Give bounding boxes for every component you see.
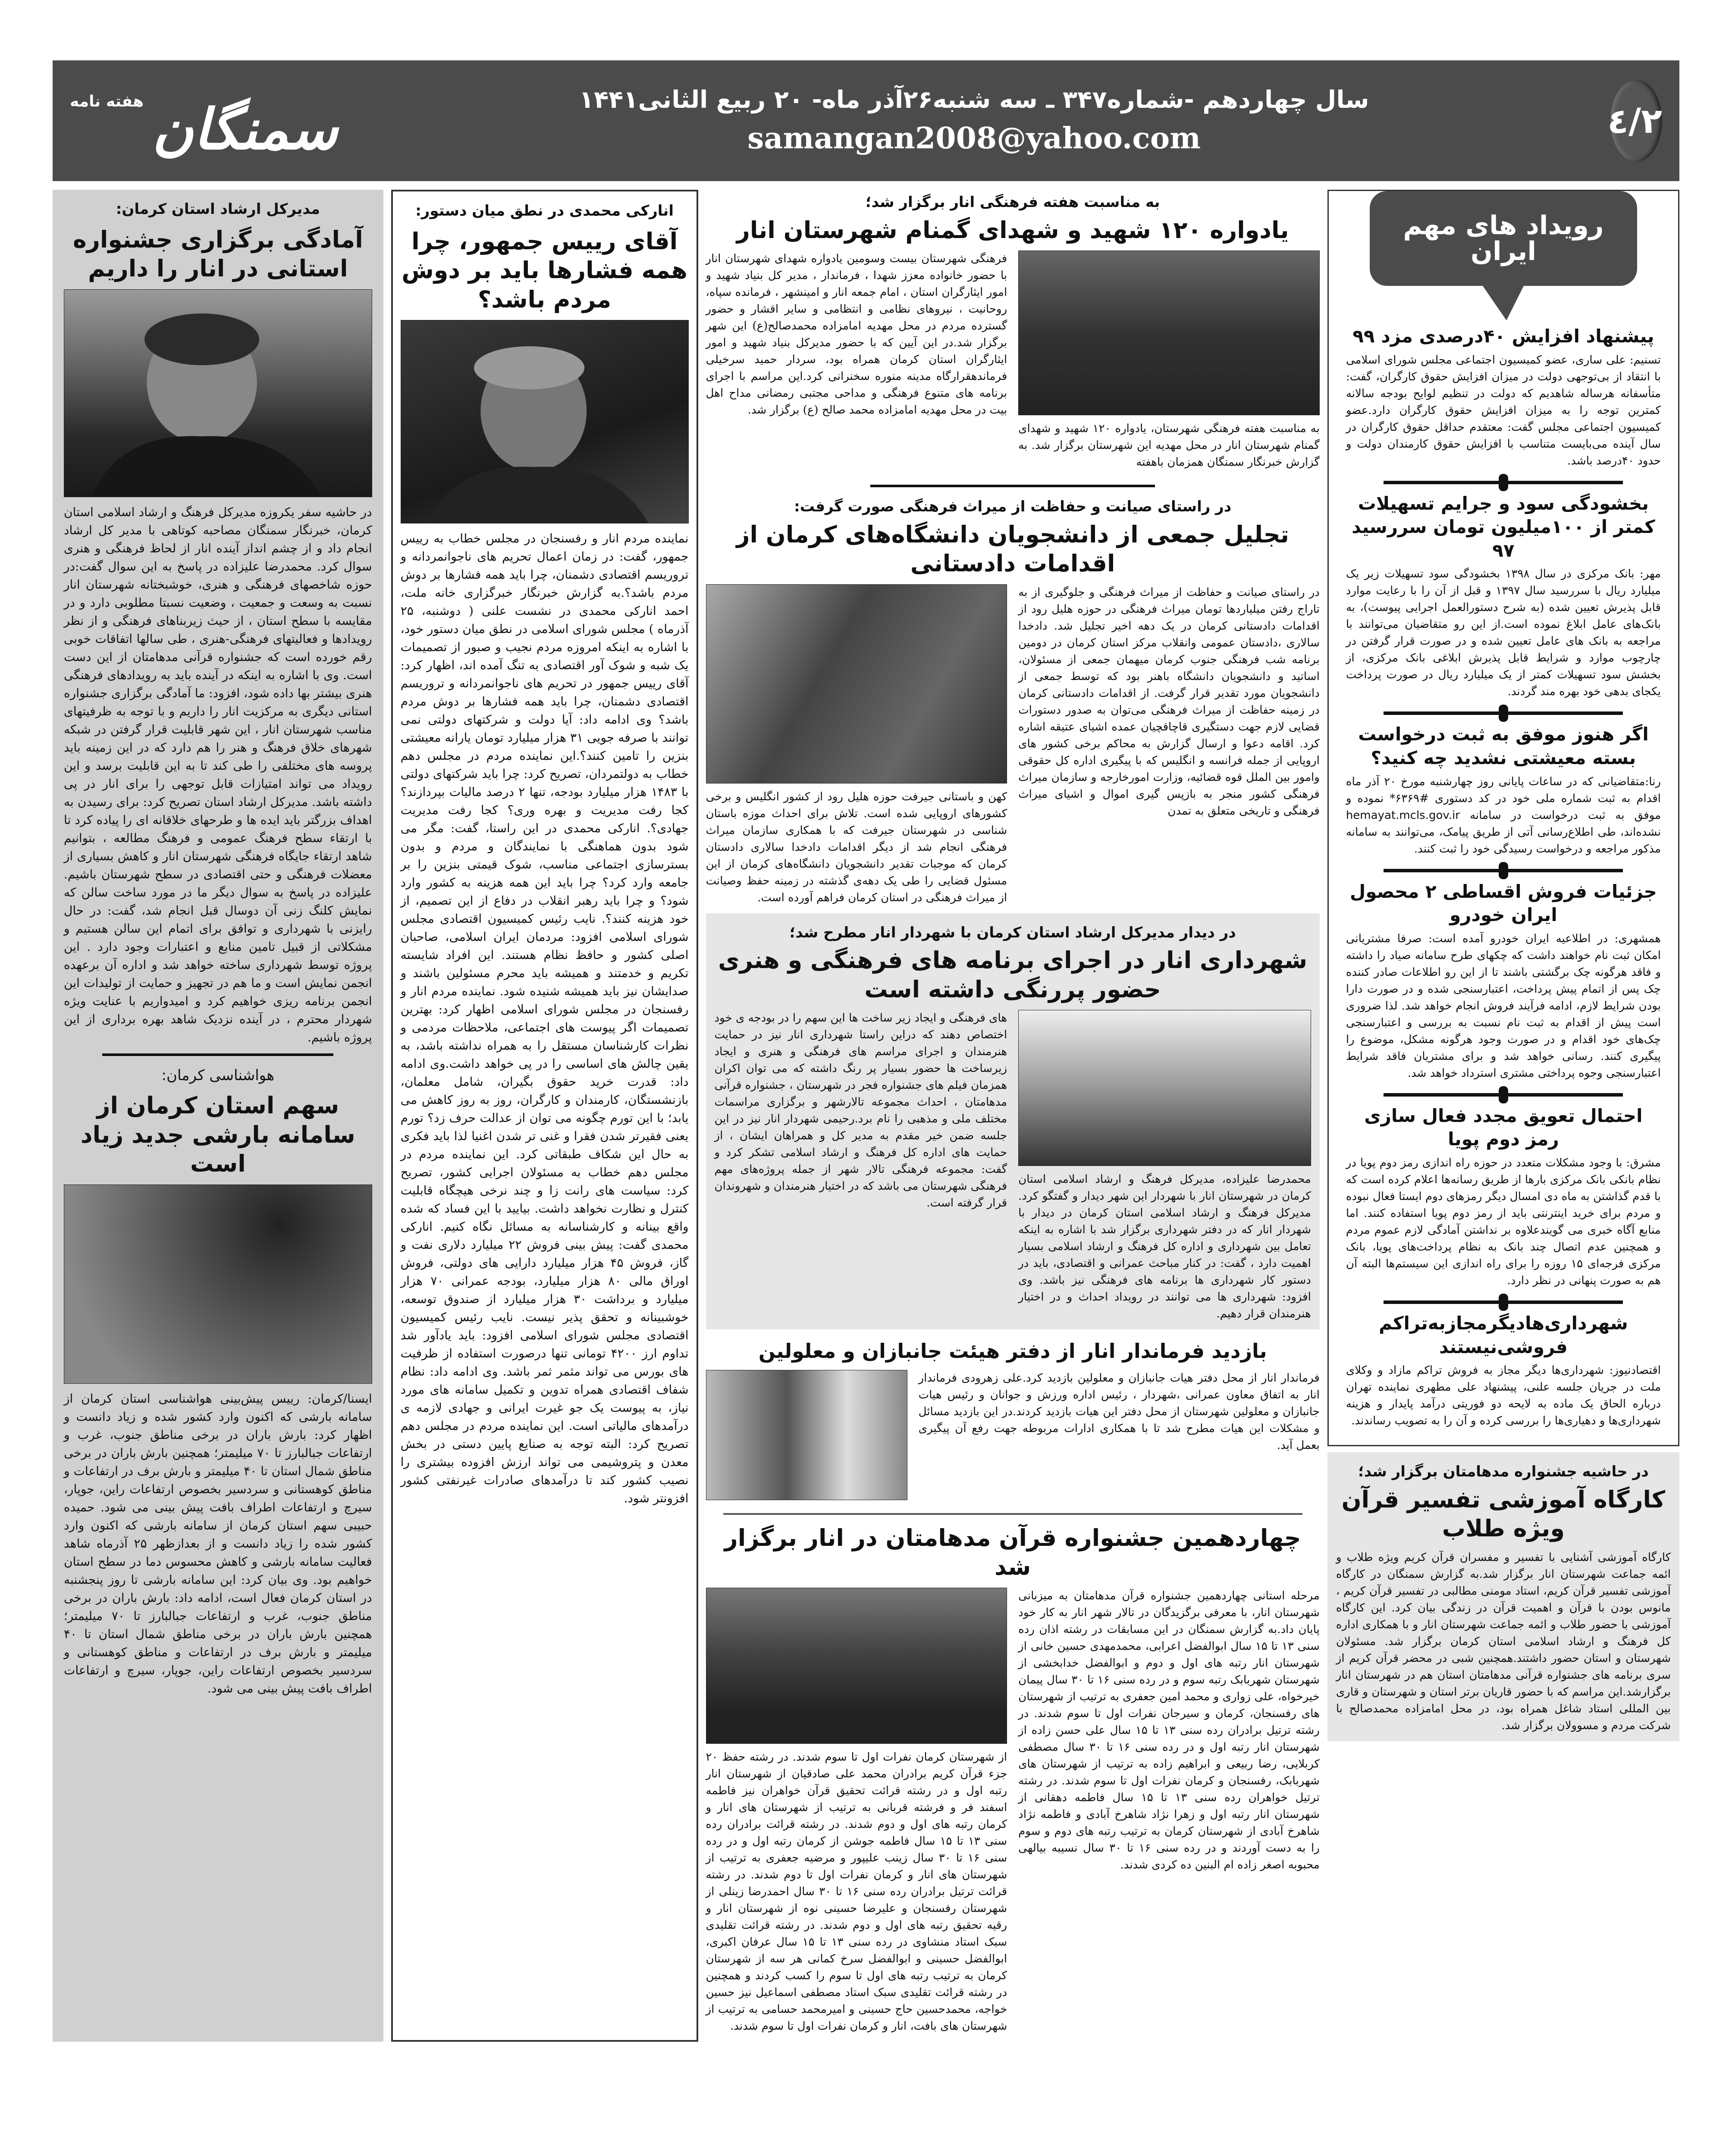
article-headline: کارگاه آموزشی تفسیر قرآن ویژه طلاب xyxy=(1341,1485,1666,1542)
news-body: مشرق: با وجود مشکلات متعدد در حوزه راه اندازی رمز دوم پویا در نظام بانکی بانک مرکزی بارها از طریق رسانه‌ها اعلام کرده است که با قدم گذاشتن به ماه دی امسال دیگر رمزهای دوم ایستا فعال نبوده و مردم برای خرید اینترنتی باید از رمز دوم پویا استفاده کنند. اما منابع آگاه خبری می گویندعلاوه بر نداشتن آمادگی لازم عموم مردم و همچنین عدم اتصال چند بانک به نظام پرداخت‌های پویا، بانک مرکزی فرجه‌ای ۱۵ روزه را برای راه اندازی این سیستم‌ها البته آن هم به صورت پنهانی در نظر دارد. xyxy=(1346,1156,1661,1287)
article-body: فرماندار انار از محل دفتر هیات جانبازان و معلولین بازدید کرد.علی زهرودی فرماندار انار به اتفاق معاون عمرانی ،شهردار ، رئیس اداره ورزش و جوانان و رئیس هیات جانبازان و معلولین شهرستان از محل دفتر این هیات بازدید کردند.در این بازدید مسائل و مشکلات این هیات مطرح شد تا با همکاری ادارات مربوطه جهت رفع آن پیگیری بعمل آید. xyxy=(918,1371,1320,1452)
divider xyxy=(1384,1093,1623,1097)
speaker-photo xyxy=(401,320,689,523)
article-body: در راستای صیانت و حفاظت از میراث فرهنگی و جلوگیری از به تاراج رفتن میلیاردها تومان میراث فرهنگی در حوزه هلیل رود از اقدامات دادستانی کرمان در یک دهه اخیر تجلیل شد. دادخدا سالاری ،دادستان عمومی وانقلاب مرکز استان کرمان در دومین برنامه شب فرهنگی جنوب کرمان میهمان جمعی از مسئولان، اساتید و دانشجویان دانشگاه باهنر بود که توسط جمعی از دانشجویان مورد تقدیر قرار گرفت. از اقدامات دادستانی کرمان در زمینه حفاظت از میراث فرهنگی می‌توان به صدور دستورات قضایی لازم جهت دستگیری قاچاقچیان عمده اشیای عتیقه اشاره کرد. اقامه دعوا و ارسال گزارش به محاکم برخی کشور های اروپایی از جمله فرانسه و انگلیس که با پیگیری اداره کل حقوقی وامور بین الملل قوه قضائیه، وزارت امورخارجه و سازمان میراث فرهنگی کشور منجر به بازپس گیری اموال و اشیای میراث فرهنگی و تاریخی متعلق به تمدن xyxy=(1018,586,1320,818)
news-body: مهر: بانک مرکزی در سال ۱۳۹۸ بخشودگی سود تسهیلات زیر یک میلیارد ریال با سررسید سال ۱۳۹۷ و قبل از آن را با رعایت موارد قابل پذیرش تعیین شده (به شرح دستورالعمل اجرایی پیوست)، به بانک‌های عامل ابلاغ نموده است.از این رو متقاضیان می‌توانند با مراجعه به بانک های عامل تعیین شده و در صورت قرار گرفتن در چارچوب موارد و شرایط قابل پذیرش ابلاغی بانک مرکزی، از بخشش سود تسهیلات کمتر از یک میلیارد ریال در صورت پرداخت یکجای بدهی خود بهره مند گردند. xyxy=(1346,567,1661,699)
municipality-panel xyxy=(706,913,1320,1330)
article-kicker: در راستای صیانت و حفاظت از میراث فرهنگی صورت گرفت: xyxy=(794,498,1232,516)
article-body: ایسنا/کرمان: رییس پیش‌بینی هواشناسی استان کرمان از سامانه بارشی که اکنون وارد کشور شده و زیاد دانست و اظهار کرد: بارش باران در برخی مناطق جنوب، غرب و ارتفاعات جبالبارز تا ۷۰ میلیمتر؛ همچنین بارش باران در برخی مناطق شمال استان تا ۴۰ میلیمتر و بارش برف در ارتفاعات و مناطق کوهستانی و سردسیر بخصوص ارتفاعات راین، جوپار، سیرچ و ارتفاعات اطراف بافت پیش بینی می شود. حمیده حبیبی سهم استان کرمان از سامانه بارشی که اکنون وارد کشور شده را زیاد دانست و از بعدازظهر ۲۵ آذرماه شاهد فعالیت سامانه بارشی و کاهش محسوس دما در سطح استان خواهیم بود. وی بیان کرد: این سامانه بارشی تا روز پنجشنبه در استان کرمان فعال است، ادامه داد: بارش باران در برخی مناطق جنوب، غرب و ارتفاعات جبالبارز تا ۷۰ میلیمتر؛ همچنین بارش باران در برخی مناطق شمال استان تا ۴۰ میلیمتر و بارش برف در ارتفاعات و مناطق کوهستانی و سردسیر بخصوص ارتفاعات راین، جوپار، سیرچ و ارتفاعات اطراف بافت پیش بینی می شود. xyxy=(64,1391,372,1695)
masthead-center xyxy=(338,82,1610,159)
article-columns xyxy=(706,1588,1320,2035)
news-body: اقتصادنیوز: شهرداری‌ها دیگر مجاز به فروش تراکم مازاد و وکلای ملت در جریان جلسه علنی، پیشنهاد علی مطهری نماینده تهران درباره الحاق یک ماده به لایحه دو فوریتی درآمد پایدار و هزینه شهرداری‌ها و دهیاری‌ها را بررسی کرده و آن را به تصویب رساندند. xyxy=(1346,1364,1661,1428)
article-headline: یادواره ۱۲۰ شهید و شهدای گمنام شهرستان انار xyxy=(736,216,1289,244)
photo-stack xyxy=(1018,1010,1311,1322)
section-title: رویداد های مهم ایران xyxy=(1370,191,1637,286)
photo-stack xyxy=(706,1588,1007,2035)
visit-photo xyxy=(706,1370,907,1500)
news-item xyxy=(1346,1104,1661,1289)
masthead xyxy=(53,60,1679,181)
news-body-text: نشده‌اند، طی اطلاع‌رسانی آتی از طریق پیامک، می‌توانند به سامانه مذکور مراجعه و درخواست رسیدگی خود را ثبت کنند. xyxy=(1346,825,1661,856)
news-headline: احتمال تعویق مجدد فعال سازی رمز دوم پویا xyxy=(1364,1105,1643,1150)
article-body: نماینده مردم انار و رفسنجان در مجلس خطاب به رییس جمهور، گفت: در زمان اعمال تحریم های ناجوانمردانه و تروریسم اقتصادی دشمنان، چرا باید همه فشارها بر دوش مردم باشد؟.به گزارش خبرنگار خبرگزاری خانه ملت، احمد انارکی محمدی در نشست علنی ( دوشنبه، ۲۵ آذرماه ) مجلس شورای اسلامی در نطق میان دستور خود، با اشاره به اینکه امروزه مردم نجیب و صبور از تصمیمات یک شبه و شوک آور اقتصادی به تنگ آمده اند، اظهار کرد: آقای رییس جمهور در تحریم های ناجوانمردانه و تروریسم اقتصادی دشمنان، چرا باید همه فشارها بر دوش مردم باشد؟ وی ادامه داد: آیا دولت و شرکتهای دولتی نمی توانند با صرفه جویی ۳۱ هزار میلیارد تومان یارانه معیشتی بنزین را تامین کنند؟.این نماینده مردم در مجلس دهم خطاب به دولتمردان، تصریح کرد: چرا باید شرکتهای دولتی با ۱۴۸۳ هزار میلیارد بودجه، تنها ۲ درصد مالیات بپردازند؟ کجا رفت مدیریت و بهره وری؟ کجا رفت مدیریت جهادی؟. انارکی محمدی در این راستا، گفت: مگر می شود بدون هماهنگی با نمایندگان و مردم و بدون بسترسازی اجتماعی مناسب، شوک قیمتی بنزین را بر جامعه وارد کرد؟ چرا باید این همه هزینه به کشور وارد شود؟ و چرا باید رهبر انقلاب در دفاع از این تصمیم، از خود هزینه کنند؟. نایب رئیس کمیسیون اقتصادی مجلس شورای اسلامی افزود: مردمان ایران اسلامی، صاحبان اصلی کشور و حافظ نظام هستند. این افراد شایسته تکریم و خدمتند و همیشه باید محرم مسئولین باشند و صدایشان نیز باید همیشه شنیده شود. نماینده مردم انار و رفسنجان در مجلس شورای اسلامی اظهار کرد: بهترین تصمیمات اگر پیوست های اجتماعی، ملاحظات مردمی و نظرات کارشناسان مستقل را به همراه نداشته باشد، به یقین چالش های اساسی را در پی خواهد داشت.وی ادامه داد: قدرت خرید حقوق بگیران، شامل معلمان، بازنشستگان، کارمندان و کارگران، روز به روز کاهش می یابد؛ با این تورم چگونه می توان از عدالت حرف زد؟ تورم یعنی فقیرتر شدن فقرا و غنی تر شدن اغنیا لذا باید فکری به حال این شکاف طبقاتی کرد. این نماینده مردم در مجلس دهم خطاب به مسئولان اجرایی کشور، تصریح کرد: سیاست های رانت زا و چند نرخی هیچگاه قابلیت کنترل و نظارت نخواهد داشت. بیایید با این فساد که شده واقع بینانه و کارشناسانه به مسائل نگاه کنیم. انارکی محمدی گفت: پیش بینی فروش ۲۲ میلیارد دلاری نفت و گاز، فروش ۴۵ هزار میلیارد دارایی های دولتی، فروش اوراق مالی ۸۰ هزار میلیارد، بودجه عمرانی ۷۰ هزار میلیارد و برداشت ۳۰ هزار میلیارد از صندوق توسعه، خوشبینانه و تحقق پذیر نیست. نایب رئیس کمیسیون اقتصادی مجلس شورای اسلامی افزود: باید یادآور شد تداوم ارز ۴۲۰۰ تومانی تنها درصورت استفاده از ظرفیت های بورس می تواند مثمر ثمر باشد. وی ادامه داد: نظام شفاف اقتصادی همراه تدوین و تکمیل سامانه های مورد نیاز، به پیوست یک جو غیرت ایرانی و جهادی لازمه ی درآمدهای مالیاتی است. این نماینده مردم در مجلس دهم تصریح کرد: البته توجه به صنایع پایین دستی در بخش معدن و پتروشیمی می تواند ارزش افزوده بیشتری را نصیب کشور کند تا درآمدهای صادرات غیرنفتی کشور افزونتر شود. xyxy=(400,531,689,1506)
divider xyxy=(1384,711,1623,715)
quran-workshop-panel xyxy=(1327,1452,1679,1741)
article-headline: آقای رییس جمهور، چرا همه فشارها باید بر دوش مردم باشد؟ xyxy=(402,227,687,313)
article-headline: بازدید فرماندار انار از دفتر هیئت جانبازان و معلولین xyxy=(758,1339,1267,1363)
heritage-article xyxy=(706,494,1320,906)
article-body: در حاشیه سفر یکروزه مدیرکل فرهنگ و ارشاد اسلامی استان کرمان، خبرنگار سمنگان مصاحبه کوتاهی با مدیر کل ارشاد انجام داد و از چشم انداز آینده انار از لحاظ فرهنگی و هنری سوال کرد. محمدرضا علیزاده در پاسخ به این سوال گفت:در حوزه شاخصهای فرهنگی و هنری، خوشبختانه شهرستان انار نسبت به وسعت و جمعیت ، وضعیت نسبتا مطلوبی دارد و در مقایسه با سطح استان ، از حیث زیربناهای فرهنگی و از نظر رویدادها و فعالیتهای فرهنگی-هنری ، طی سالها اتفاقات خوبی رقم خورده است که جشنواره قرآنی مدهامتان از این دست است. وی با اشاره به اینکه در آینده باید به رویدادهای فرهنگی هنری بیشتر بها داده شود، افزود: ما آمادگی برگزاری جشنواره استانی دیگری به مرکزیت انار را داریم و با توجه به ظرفیتهای مناسب شهرستان انار ، این شهر قابلیت قرار گرفتن در شبکه شهرهای خلاق فرهنگ و هنر را هم دارد که در این زمینه باید پروسه های مختلفی را طی کند تا به این قابلیت برسد و این رویداد می تواند امتیازات قابل توجهی را برای انار در پی داشته باشد. مدیرکل ارشاد استان تصریح کرد: برای رسیدن به اهداف بزرگتر باید ایده ها و طرحهای خلاقانه ای را پیاده کرد تا با ارتقاء سطح فرهنگ عمومی و فرهنگ مطالعه ، بتوانیم شاهد ارتقاء جایگاه فرهنگی شهرستان انار و کاهش بسیاری از معضلات فرهنگی و حتی اقتصادی در سطح شهرستان باشیم. علیزاده در پاسخ به سوال دیگر ما در مورد ساخت سالن که نمایش کلنگ زنی آن دوسال قبل انجام شد، گفت: در حال رایزنی با شهرداری و توافق برای اتمام این سالن هستیم و مشکلاتی از قبیل تامین منابع و اعتبارات وجود دارد . این پروژه توسط شهرداری ساخته خواهد شد و اداره آن برعهده انجمن نمایش است و ما هم در تجهیز و حمایت از تولیدات این انجمن برنامه ریزی خواهیم کرد و امیدواریم با عنایت ویژه شهردار محترم ، در آینده نزدیک شاهد بهره برداری از این پروژه باشیم. xyxy=(64,505,372,1044)
news-headline: شهرداری‌هادیگرمجازبه‌تراکم فروشی‌نیستند xyxy=(1379,1312,1628,1357)
news-body-text: رنا:متقاضیانی که در ساعات پایانی روز چهارشنبه مورخ ۲۰ آذر ماه اقدام به ثبت شماره ملی خود در کد دستوری ‎*۶۳۶۹#‎ نموده و موفق به ثبت درخواست در سامانه xyxy=(1346,775,1661,822)
person-silhouette-icon xyxy=(64,290,372,497)
article-body: مرحله استانی چهاردهمین جشنواره قرآن مدهامتان به میزبانی شهرستان انار، با معرفی برگزیدگان در تالار شهر انار به کار خود پایان داد.به گزارش سمنگان در این مسابقات در رشته اذان رده سنی ۱۳ تا ۱۵ سال ابوالفضل اعرابی، محمدمهدی حسین خانی از شهرستان انار رتبه های اول و دوم و ابوالفضل خدابخشی از شهرستان شهربابک رتبه سوم و در رده سنی ۱۶ تا ۳۰ سال پیمان خیرخواه، علی زواری و محمد امین جعفری به ترتیب از شهرستان های رفسنجان، کرمان و سیرجان نفرات اول تا سوم شدند. در رشته ترتیل برادران رده سنی ۱۳ تا ۱۵ سال علی حسن زاده از شهرستان انار رتبه اول و در رده سنی ۱۶ تا ۳۰ سال مصطفی کربلایی، رضا ربیعی و ابراهیم زاده به ترتیب از شهرستان های شهربابک، رفسنجان و کرمان نفرات اول تا سوم شدند. در رشته ترتیل خواهران رده سنی ۱۳ تا ۱۵ سال فاطمه دهقانی از شهرستان انار رتبه اول و زهرا نژاد شاهرخ آبادی و فاطمه نژاد شاهرخ آبادی از شهرستان کرمان به ترتیب رتبه های دوم و سوم را به دست آوردند و در رده سنی ۱۶ تا ۳۰ سال نسیبه بیالهی محبوبه اصغر زاده ام البنین ده کردی شدند. xyxy=(1018,1589,1320,1871)
article-columns xyxy=(715,1010,1311,1322)
article-headline: شهرداری انار در اجرای برنامه های فرهنگی و هنری حضور پررنگی داشته است xyxy=(718,946,1308,1003)
news-body: همشهری: در اطلاعیه ایران خودرو آمده است: صرفا مشتریانی امکان ثبت نام خواهند داشت که چکهای طرح سامانه صیاد را داشته و فاقد هرگونه چک برگشتی باشند تا از این رو اطلاعات صادر کننده چک پس از اتمام پیش پرداخت، اعتبارسنجی شده و در صورت دارا بودن شرایط لازم، ادامه فرآیند فروش انجام خواهد شد. لذا ضروری است پیش از اقدام به ثبت نام نسبت به بررسی و اعتبارسنجی چک‌های خود اقدام و در صورت وجود هرگونه مشکل، موضوع را پیگیری کنند. رسانی خواهد شد و برای مشتریان فاقد شرایط اعتبارسنجی وجوه پرداختی مشتری استرداد خواهد شد. xyxy=(1346,932,1661,1080)
right-sidebar xyxy=(1327,190,1679,1446)
news-item xyxy=(1346,492,1661,701)
photo-stack xyxy=(1018,251,1320,471)
award-photo xyxy=(706,584,1007,783)
divider xyxy=(1384,869,1623,872)
logo-block xyxy=(70,84,338,162)
email-address[interactable]: samangan2008@yahoo.com xyxy=(747,121,1201,156)
speech-bubble-tail-icon xyxy=(1483,286,1524,320)
issue-line: سال چهاردهم -شماره۳۴۷ ـ سه شنبه۲۶آذر ماه- ۲۰ ربیع الثانی۱۴۴۱ xyxy=(579,86,1369,114)
article-headline: سهم استان کرمان از سامانه بارشی جدید زیاد است xyxy=(80,1092,355,1178)
article-headline: چهاردهمین جشنواره قرآن مدهامتان در انار برگزار شد xyxy=(724,1524,1301,1581)
divider xyxy=(870,485,1155,487)
article-body: از شهرستان کرمان نفرات اول تا سوم شدند. در رشته حفظ ۲۰ جزء قرآن کریم برادران محمد علی صادقیان از شهرستان انار رتبه اول و در رشته قرائت تحقیق قرآن خواهران نیز فاطمه اسفند فر و فرشته قربانی به ترتیب از شهرستان های انار و کرمان رتبه های اول و دوم شدند. در رشته قرائت برادران رده سنی ۱۳ تا ۱۵ سال فاطمه جوشن از کرمان رتبه اول و در رده سنی ۱۶ تا ۳۰ سال زینب علیپور و مرضیه جعفری به ترتیب از شهرستان های انار و کرمان نفرات اول تا دوم شدند. در رشته قرائت ترتیل برادران رده سنی ۱۶ تا ۳۰ سال احمدرضا زینلی از شهرستان رفسنجان و علیرضا حسینی نوه از شهرستان انار و رقیه تحقیق رتبه های اول و دوم شدند. در رشته قرائت تقلیدی سبک استاد منشاوی در رده سنی ۱۳ تا ۱۵ سال عرفان اکبری، ابوالفضل حسینی و ابوالفضل سرخ کمانی هر سه از شهرستان کرمان به ترتیب رتبه های اول تا سوم را کسب کردند و همچنین در رشته قرائت تقلیدی سبک استاد مصطفی اسماعیل نیز حسین خواجه، محمدحسین حاج حسینی و امیرمحمد حسامی به ترتیب از شهرستان های بافت، انار و کرمان نفرات اول تا سوم شدند. xyxy=(706,1750,1007,2033)
meeting-photo xyxy=(1018,1010,1311,1166)
photo-stack xyxy=(706,584,1007,906)
article-kicker: انارکی محمدی در نطق میان دستور: xyxy=(415,202,674,219)
article-kicker: به مناسبت هفته فرهنگی انار برگزار شد؛ xyxy=(865,194,1160,211)
website-link[interactable]: hemayat.mcls.gov.ir xyxy=(1346,808,1460,822)
photo-caption-body: به مناسبت هفته فرهنگی شهرستان، یادواره ۱۲۰ شهید و شهدای گمنام شهرستان انار در محل مهدیه این شهرستان برگزار شد. به گزارش خبرنگار سمنگان همزمان باهفته xyxy=(1018,422,1320,469)
ceremony-photo xyxy=(1018,251,1320,415)
quran-festival-article xyxy=(706,1521,1320,2035)
divider xyxy=(102,1053,333,1056)
news-item xyxy=(1346,1312,1661,1429)
article-columns xyxy=(706,584,1320,906)
news-item xyxy=(1346,880,1661,1082)
news-headline: پیشنهاد افزایش ۴۰درصدی مزد ۹۹ xyxy=(1352,326,1654,347)
news-body: تسنیم: علی ساری، عضو کمیسیون اجتماعی مجلس شورای اسلامی با انتقاد از بی‌توجهی دولت در میزان افزایش حقوق کارگران، گفت: متأسفانه هرساله شاهدیم که دولت در تنظیم لوایح بودجه سالانه کمترین توجه را به میزان افزایش حقوق کارگران دارد.عضو کمیسیون اجتماعی مجلس گفت: معتقدم حداقل حقوق کارگران در سال آینده می‌بایست متناسب با افزایش حقوق کارمندان دولت و حدود ۴۰درصد باشد. xyxy=(1346,353,1661,467)
article-headline: آمادگی برگزاری جشنواره استانی در انار را داریم xyxy=(72,226,363,282)
article-columns xyxy=(706,251,1320,471)
article-headline: تجلیل جمعی از دانشجویان دانشگاه‌های کرمان از اقدامات دادستانی xyxy=(736,520,1289,577)
news-headline: جزئیات فروش اقساطی ۲ محصول ایران خودرو xyxy=(1349,881,1657,926)
article-kicker: در حاشیه جشنواره مدهامتان برگزار شد؛ xyxy=(1358,1463,1649,1481)
divider xyxy=(723,1513,1302,1515)
rain-photo xyxy=(64,1185,372,1384)
right-sidebar-column xyxy=(1327,190,1679,2042)
article-body: کارگاه آموزشی آشنایی با تفسیر و مفسران قرآن کریم ویژه طلاب و ائمه جماعت شهرستان انار برگزار شد.به گزارش سمنگان در کارگاه آموزشی تفسیر قرآن کریم، استاد مومنی مطالبی در تفسیر قرآن کریم ، مانوس بودن با قرآن و اهمیت قرآن در زندگی بیان کرد. این کارگاه آموزشی با حضور طلاب و ائمه جماعت شهرستان انار و با همکاری اداره کل فرهنگ و ارشاد اسلامی استان کرمان برگزار شد. مسئولان شهرستان و استان حضور داشتند.همچنین شبی در محضر قرآن کریم از سری برنامه های جشنواره قرآنی مدهامتان استان هم در شهرستان انار برگزارشد.این مراسم که با حضور قاریان برتر استان و شهرستان و قاری بین المللی استاد شاغل همراه بود، در محل امامزاده محمدصالح با شرکت مردم و مسوولان برگزار شد. xyxy=(1336,1551,1671,1732)
news-headline: اگر هنوز موفق به ثبت درخواست بسته معیشتی نشدید چه کنید؟ xyxy=(1358,724,1649,768)
person-silhouette-icon xyxy=(401,320,688,523)
news-item xyxy=(1346,723,1661,857)
page-number: ۲/٤ xyxy=(1610,80,1662,162)
article-body: فرهنگی شهرستان بیست وسومین یادواره شهدای شهرستان انار با حضور خانواده معزز شهدا ، فرماندار ، مدیر کل بنیاد شهید و امور ایثارگران استان ، امام جمعه انار و امینشهر ، فرمانده سپاه، روحانیت ، نیروهای نظامی و انتظامی و سایر اقشار و حضور گسترده مردم در محل مهدیه امامزاده محمدصالح(ع) این شهر برگزار شد.در این آیین که با حضور مدیرکل بنیاد شهید و امور ایثارگران استان کرمان همراه بود، سردار حمید سرخیلی فرماندهقرارگاه مدینه منوره سخنرانی کرد.این مراسم با اجرای برنامه های متنوع فرهنگی و مداحی مجتبی رمضانی مداح اهل بیت در محل مهدیه امامزاده محمد صالح (ع) برگزار شد. xyxy=(706,252,1007,417)
divider xyxy=(1384,481,1623,484)
article-kicker: هواشناسی کرمان: xyxy=(161,1066,275,1084)
section-title-bubble xyxy=(1346,191,1661,320)
newspaper-logo-subtitle: هفته نامه xyxy=(70,93,144,110)
page-grid xyxy=(53,190,1679,2042)
news-item xyxy=(1346,325,1661,470)
article-body: کهن و باستانی جیرفت حوزه هلیل رود از کشور انگلیس و برخی کشورهای اروپایی شده است. تلاش برای احداث موزه باستان شناسی در شهرستان جیرفت که با همکاری سازمان میراث فرهنگی انجام شد از دیگر اقدامات دادخدا سالاری دادستان کرمان که موجبات تقدیر دانشجویان دانشگاه‌های کرمان از این مسئول قضایی را طی یک دهه‌ی گذشته در زمینه حفظ وصیانت از میراث فرهنگی در استان کرمان فراهم آورده است. xyxy=(706,790,1007,904)
article-columns xyxy=(706,1370,1320,1500)
column-two xyxy=(391,190,698,2042)
veterans-article xyxy=(706,1336,1320,1500)
newspaper-logo: سمنگان xyxy=(152,96,338,162)
martyrs-article xyxy=(706,190,1320,471)
portrait-photo xyxy=(64,289,372,497)
article-body: محمدرضا علیزاده، مدیرکل فرهنگ و ارشاد اسلامی استان کرمان در شهرستان انار با شهردار این شهر دیدار و گفتگو کرد. مدیرکل فرهنگ و ارشاد اسلامی استان کرمان در دیدار با شهردار انار که در دفتر شهرداری برگزار شد با اشاره به اینکه تعامل بین شهرداری و اداره کل فرهنگ و ارشاد اسلامی بسیار اهمیت دارد ، گفت: در کنار مباحث عمرانی و اقتصادی، باید در دستور کار شهرداری ها برنامه های فرهنگی نیز باشد. وی افزود: شهرداری ها می توانند در رویداد احداث و در اختیار هنرمندان قرار دهیم. xyxy=(1018,1173,1311,1321)
middle-column xyxy=(706,190,1320,2042)
news-headline: بخشودگی سود و جرایم تسهیلات کمتر از ۱۰۰میلیون تومان سررسید ۹۷ xyxy=(1352,492,1655,561)
group-photo xyxy=(706,1588,1007,1744)
article-body: های فرهنگی و ایجاد زیر ساخت ها این سهم را در بودجه ی خود اختصاص دهند که دراین راستا شهرداری انار نیز در حمایت هنرمندان و اجرای مراسم های فرهنگی و هنری و ایجاد زیرساخت ها حضور بسیار پر رنگ داشته که می توان اکران همزمان فیلم های جشنواره فجر در شهرستان ، جشنواره قرآنی مدهامتان ، احداث مجموعه تالارشهر و برگزاری مراسمات مختلف ملی و مذهبی را نام برد.رحیمی شهردار انار نیز در این جلسه ضمن خیر مقدم به مدیر کل و همراهان ایشان ، از حمایت های اداره کل فرهنگ و ارشاد اسلامی تشکر کرد و گفت: مجموعه فرهنگی تالار شهر از جمله پروژه‌های مهم فرهنگی شهرستان می باشد که در اختیار هنرمندان و شهروندان قرار گرفته است. xyxy=(714,1012,1007,1210)
article-kicker: مدیرکل ارشاد استان کرمان: xyxy=(116,201,320,218)
news-body xyxy=(1346,774,1661,858)
left-column xyxy=(53,190,383,2042)
article-kicker: در دیدار مدیرکل ارشاد استان کرمان با شهردار انار مطرح شد؛ xyxy=(789,924,1236,941)
divider xyxy=(1384,1300,1623,1304)
